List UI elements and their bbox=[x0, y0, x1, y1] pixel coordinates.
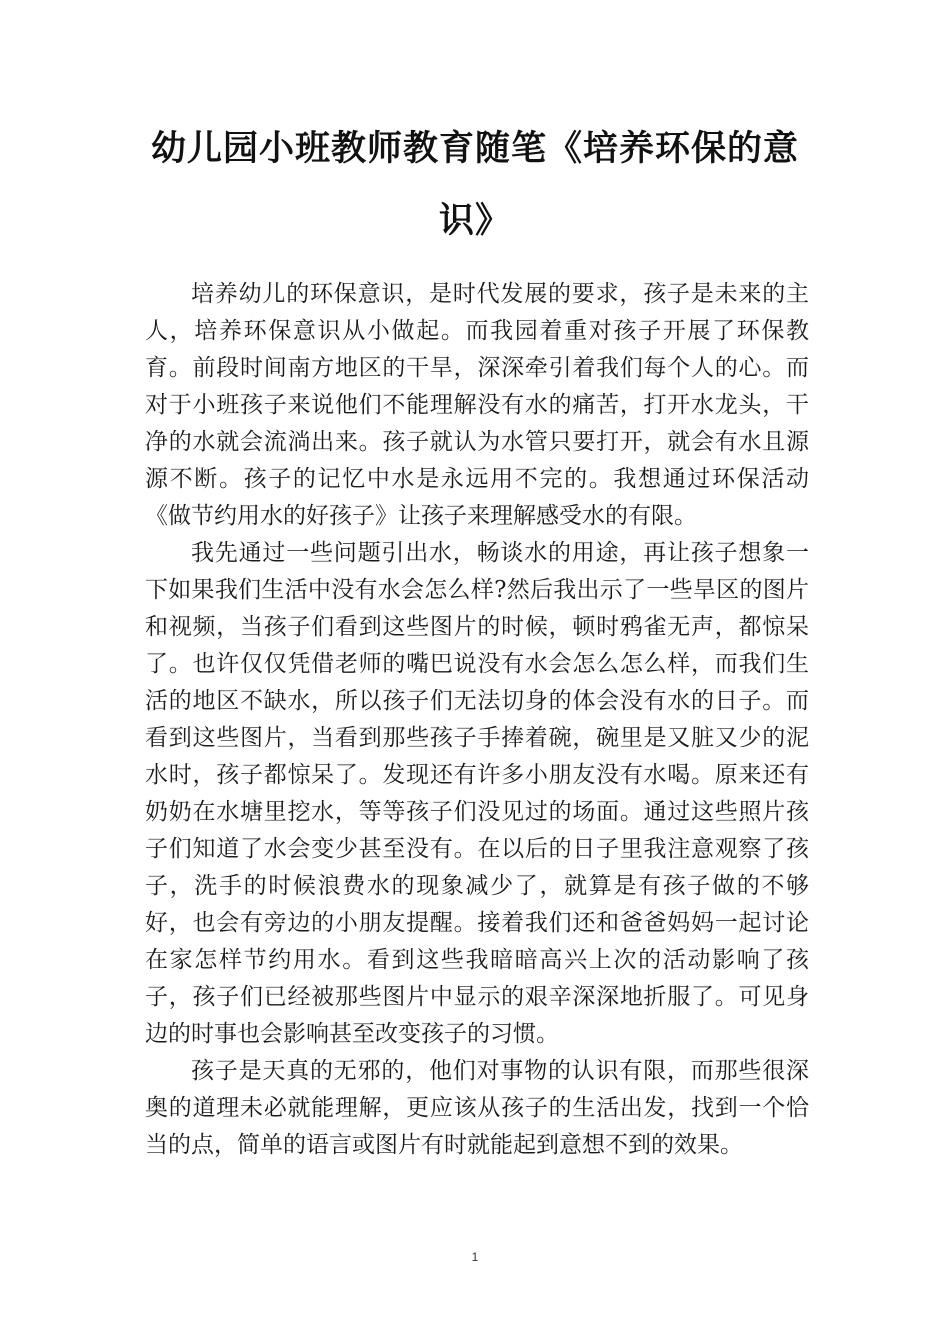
document-title-line-2: 识》 bbox=[438, 201, 511, 241]
paragraph-1: 培养幼儿的环保意识，是时代发展的要求，孩子是未来的主人，培养环保意识从小做起。而我园着重对孩子开展了环保教育。前段时间南方地区的干旱，深深牵引着我们每个人的心。而对于小班孩子来说他们不能理解没有水的痛苦，打开水龙头，干净的水就会流淌出来。孩子就认为水管只要打开，就会有水且源源不断。孩子的记忆中水是永远用不完的。我想通过环保活动《做节约用水的好孩子》让孩子来理解感受水的有限。 bbox=[145, 281, 809, 529]
document-body bbox=[145, 276, 809, 1164]
paragraph-2: 我先通过一些问题引出水，畅谈水的用途，再让孩子想象一下如果我们生活中没有水会怎么样?然后我出示了一些旱区的图片和视频，当孩子们看到这些图片的时候，顿时鸦雀无声，都惊呆了。也许仅仅凭借老师的嘴巴说没有水会怎么怎么样，而我们生活的地区不缺水，所以孩子们无法切身的体会没有水的日子。而看到这些图片，当看到那些孩子手捧着碗，碗里是又脏又少的泥水时，孩子都惊呆了。发现还有许多小朋友没有水喝。原来还有奶奶在水塘里挖水，等等孩子们没见过的场面。通过这些照片孩子们知道了水会变少甚至没有。在以后的日子里我注意观察了孩子，洗手的时候浪费水的现象减少了，就算是有孩子做的不够好，也会有旁边的小朋友提醒。接着我们还和爸爸妈妈一起讨论在家怎样节约用水。看到这些我暗暗高兴上次的活动影响了孩子，孩子们已经被那些图片中显示的艰辛深深地折服了。可见身边的时事也会影响甚至改变孩子的习惯。 bbox=[145, 540, 809, 1047]
document-title-line-1: 幼儿园小班教师教育随笔《培养环保的意 bbox=[150, 129, 799, 169]
paragraph-3: 孩子是天真的无邪的，他们对事物的认识有限，而那些很深奥的道理未必就能理解，更应该从孩子的生活出发，找到一个恰当的点，简单的语言或图片有时就能起到意想不到的效果。 bbox=[145, 1058, 809, 1158]
page-number: 1 bbox=[471, 1250, 479, 1264]
